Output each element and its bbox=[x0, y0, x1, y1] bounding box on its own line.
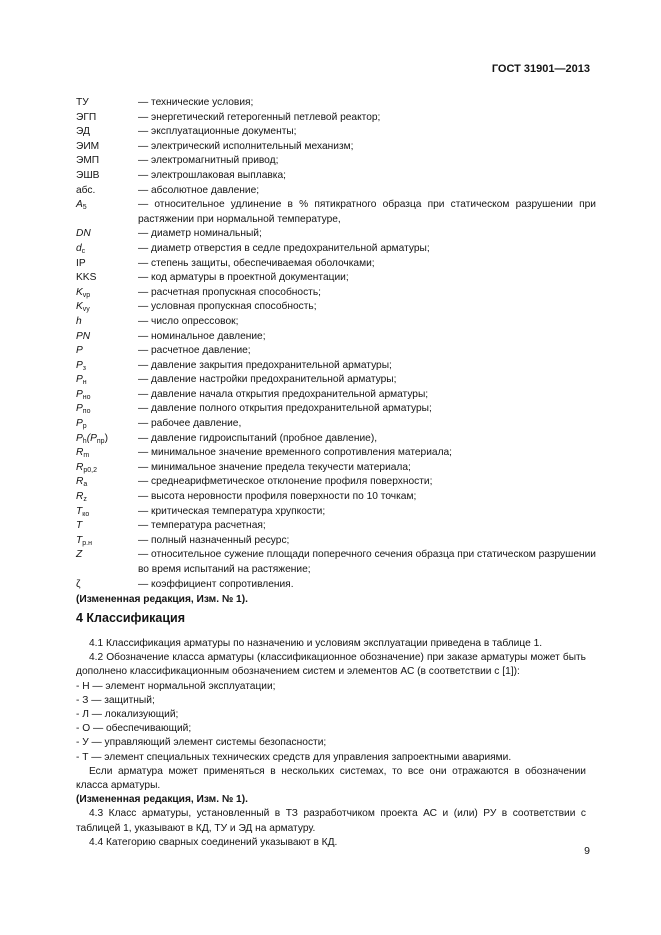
page-number: 9 bbox=[584, 845, 590, 857]
term-subscript: з bbox=[82, 364, 87, 372]
abbreviation-term bbox=[76, 169, 138, 184]
abbreviation-row bbox=[76, 257, 596, 272]
term-subscript: c bbox=[81, 247, 86, 255]
abbreviation-row bbox=[76, 154, 596, 169]
term-symbol: P bbox=[76, 345, 83, 357]
section-title: 4 Классификация bbox=[76, 611, 186, 625]
abbreviation-term bbox=[76, 490, 138, 505]
term-symbol: P bbox=[76, 418, 83, 430]
abbreviation-definition: — минимальное значение предела текучести материала; bbox=[138, 461, 411, 473]
term-symbol: P bbox=[76, 403, 83, 415]
abbreviation-row bbox=[76, 475, 596, 490]
term-symbol: K bbox=[76, 286, 83, 298]
abbreviation-term bbox=[76, 461, 138, 476]
abbreviation-term bbox=[76, 198, 138, 227]
abbreviation-definition: — энергетический гетерогенный петлевой реактор; bbox=[138, 111, 381, 123]
abbreviation-definition: — среднеарифметическое отклонение профиля поверхности; bbox=[138, 476, 433, 488]
paragraph-4-3: 4.3 Класс арматуры, установленный в ТЗ разработчиком проекта АС и (или) РУ в соответствии с таблицей 1, указывают в КД, ТУ и ЭД на арматуру. bbox=[76, 808, 586, 834]
abbreviation-definition: — диаметр номинальный; bbox=[138, 228, 262, 240]
abbreviation-definition: — условная пропускная способность; bbox=[138, 301, 317, 313]
abbreviation-term bbox=[76, 96, 138, 111]
term-extra-end: ) bbox=[104, 432, 108, 444]
abbreviation-definition: — электрошлаковая выплавка; bbox=[138, 169, 286, 181]
term-symbol: ЭШВ bbox=[76, 169, 100, 181]
term-symbol: A bbox=[76, 199, 83, 211]
term-symbol: P bbox=[76, 432, 83, 444]
abbreviation-definition: — диаметр отверстия в седле предохранительной арматуры; bbox=[138, 242, 430, 254]
abbreviation-definition: — коэффициент сопротивления. bbox=[138, 578, 294, 590]
abbreviations-list bbox=[76, 96, 596, 605]
abbreviation-row bbox=[76, 286, 596, 301]
revision-note: (Измененная редакция, Изм. № 1). bbox=[76, 794, 248, 806]
abbreviation-row bbox=[76, 184, 596, 199]
abbreviation-term bbox=[76, 446, 138, 461]
abbreviation-definition: — абсолютное давление; bbox=[138, 184, 260, 196]
abbreviation-row bbox=[76, 227, 596, 242]
abbreviation-definition: — число опрессовок; bbox=[138, 315, 239, 327]
abbreviation-term bbox=[76, 373, 138, 388]
abbreviation-row bbox=[76, 271, 596, 286]
term-symbol: P bbox=[76, 359, 83, 371]
term-symbol: R bbox=[76, 491, 84, 503]
revision-note: (Измененная редакция, Изм. № 1). bbox=[76, 594, 248, 606]
abbreviation-term bbox=[76, 242, 138, 257]
abbreviation-term bbox=[76, 402, 138, 417]
list-item: - Н — элемент нормальной эксплуатации; bbox=[76, 680, 276, 692]
abbreviation-term bbox=[76, 548, 138, 577]
term-symbol: R bbox=[76, 461, 84, 473]
term-subscript: p0,2 bbox=[83, 466, 97, 474]
abbreviation-term bbox=[76, 359, 138, 374]
abbreviation-definition: — давление настройки предохранительной арматуры; bbox=[138, 374, 397, 386]
abbreviation-term bbox=[76, 388, 138, 403]
term-subscript: h bbox=[82, 437, 87, 445]
list-item: - З — защитный; bbox=[76, 694, 155, 706]
paragraph-multiple-systems: Если арматура может применяться в нескольких системах, то все они отражаются в обозначении класса арматуры. bbox=[76, 765, 586, 792]
list-item: - У — управляющий элемент системы безопасности; bbox=[76, 737, 327, 749]
abbreviation-definition: — степень защиты, обеспечиваемая оболочками; bbox=[138, 257, 375, 269]
term-symbol: h bbox=[76, 315, 82, 327]
abbreviation-term bbox=[76, 475, 138, 490]
abbreviation-term bbox=[76, 154, 138, 169]
term-symbol: KKS bbox=[76, 272, 97, 284]
abbreviation-definition: — электромагнитный привод; bbox=[138, 155, 279, 167]
abbreviation-definition: — относительное сужение площади поперечного сечения образца при статическом разрушении во время испытаний на растяжение; bbox=[138, 549, 596, 575]
abbreviation-definition: — технические условия; bbox=[138, 97, 254, 108]
abbreviation-row bbox=[76, 417, 596, 432]
term-symbol: R bbox=[76, 476, 84, 488]
abbreviation-term bbox=[76, 111, 138, 126]
term-subscript: vp bbox=[82, 291, 91, 299]
abbreviation-definition: — давление гидроиспытаний (пробное давление), bbox=[138, 432, 378, 444]
term-subscript: vy bbox=[82, 306, 90, 314]
abbreviation-row bbox=[76, 111, 596, 126]
term-subscript: a bbox=[83, 481, 88, 489]
abbreviation-row bbox=[76, 373, 596, 388]
abbreviation-definition: — полный назначенный ресурс; bbox=[138, 534, 290, 546]
term-symbol: d bbox=[76, 242, 82, 254]
abbreviation-row bbox=[76, 534, 596, 549]
abbreviation-row bbox=[76, 388, 596, 403]
abbreviation-definition: — расчетное давление; bbox=[138, 345, 251, 357]
abbreviation-term bbox=[76, 300, 138, 315]
abbreviation-term bbox=[76, 417, 138, 432]
term-extra-subscript: пр bbox=[96, 437, 105, 445]
abbreviation-row bbox=[76, 242, 596, 257]
term-subscript: р.н bbox=[82, 539, 92, 547]
abbreviation-term bbox=[76, 271, 138, 286]
abbreviation-definition: — давление начала открытия предохранительной арматуры; bbox=[138, 388, 429, 400]
term-symbol: K bbox=[76, 301, 83, 313]
abbreviation-row bbox=[76, 125, 596, 140]
term-subscript: 5 bbox=[82, 204, 87, 212]
abbreviation-term bbox=[76, 534, 138, 549]
term-symbol: IP bbox=[76, 257, 86, 269]
abbreviation-row bbox=[76, 300, 596, 315]
abbreviation-definition: — эксплуатационные документы; bbox=[138, 126, 297, 138]
abbreviation-row bbox=[76, 548, 596, 577]
term-symbol: ЭМП bbox=[76, 155, 100, 167]
section-body bbox=[76, 637, 586, 850]
abbreviation-row bbox=[76, 432, 596, 447]
abbreviation-row bbox=[76, 359, 596, 374]
paragraph-4-1: 4.1 Классификация арматуры по назначению и условиям эксплуатации приведена в таблице 1. bbox=[89, 638, 543, 649]
abbreviation-definition: — критическая температура хрупкости; bbox=[138, 505, 326, 517]
list-item: - Л — локализующий; bbox=[76, 709, 179, 721]
abbreviation-term bbox=[76, 184, 138, 199]
abbreviation-term bbox=[76, 330, 138, 345]
term-symbol: ζ bbox=[76, 578, 81, 590]
abbreviation-row bbox=[76, 519, 596, 534]
term-symbol: P bbox=[76, 388, 83, 400]
abbreviation-row bbox=[76, 490, 596, 505]
abbreviation-row bbox=[76, 96, 596, 111]
abbreviation-definition: — расчетная пропускная способность; bbox=[138, 286, 321, 298]
abbreviation-term bbox=[76, 432, 138, 447]
term-subscript: m bbox=[83, 452, 90, 460]
abbreviation-definition: — минимальное значение временного сопротивления материала; bbox=[138, 447, 453, 459]
term-symbol: T bbox=[76, 505, 83, 517]
term-symbol: абс. bbox=[76, 184, 96, 196]
term-extra: (P bbox=[86, 432, 97, 444]
term-subscript: н bbox=[82, 379, 87, 387]
term-symbol: ЭД bbox=[76, 126, 90, 138]
term-symbol: ТУ bbox=[76, 97, 89, 108]
abbreviation-row bbox=[76, 169, 596, 184]
term-subscript: ко bbox=[82, 510, 90, 518]
abbreviation-term bbox=[76, 286, 138, 301]
abbreviation-definition: — код арматуры в проектной документации; bbox=[138, 272, 349, 284]
abbreviation-term bbox=[76, 140, 138, 155]
abbreviation-definition: — давление полного открытия предохранительной арматуры; bbox=[138, 403, 432, 415]
list-item: - Т — элемент специальных технических средств для управления запроектными авариями. bbox=[76, 751, 512, 763]
abbreviation-definition: — давление закрытия предохранительной арматуры; bbox=[138, 359, 392, 371]
term-subscript: по bbox=[82, 408, 91, 416]
abbreviation-term bbox=[76, 227, 138, 242]
abbreviation-row bbox=[76, 330, 596, 345]
abbreviation-row bbox=[76, 461, 596, 476]
paragraph-4-4: 4.4 Категорию сварных соединений указывают в КД. bbox=[89, 836, 338, 848]
abbreviation-term bbox=[76, 125, 138, 140]
abbreviation-term bbox=[76, 257, 138, 272]
term-symbol: P bbox=[76, 374, 83, 386]
term-symbol: DN bbox=[76, 228, 91, 240]
abbreviation-row bbox=[76, 578, 596, 593]
abbreviation-definition: — номинальное давление; bbox=[138, 330, 266, 342]
term-symbol: R bbox=[76, 447, 84, 459]
abbreviation-term bbox=[76, 505, 138, 520]
abbreviation-definition: — рабочее давление, bbox=[138, 418, 242, 430]
abbreviation-row bbox=[76, 198, 596, 227]
abbreviation-row bbox=[76, 140, 596, 155]
term-symbol: T bbox=[76, 534, 83, 546]
term-subscript: p bbox=[82, 423, 87, 431]
paragraph-4-2: 4.2 Обозначение класса арматуры (классификационное обозначение) при заказе арматуры может быть дополнено классификационным обозначением систем и элементов АС (в соответствии с [1]): bbox=[76, 652, 586, 678]
term-subscript: z bbox=[83, 496, 87, 504]
document-header-standard-code: ГОСТ 31901—2013 bbox=[491, 63, 590, 75]
term-symbol: ЭГП bbox=[76, 111, 97, 123]
abbreviation-row bbox=[76, 402, 596, 417]
abbreviation-definition: — высота неровности профиля поверхности по 10 точкам; bbox=[138, 491, 417, 503]
abbreviation-row bbox=[76, 315, 596, 330]
term-symbol: Z bbox=[76, 549, 83, 561]
abbreviation-row bbox=[76, 505, 596, 520]
abbreviation-definition: — относительное удлинение в % пятикратного образца при статическом разрушении при растяжении при нормальной температуре, bbox=[138, 199, 596, 225]
abbreviation-definition: — температура расчетная; bbox=[138, 520, 266, 532]
abbreviation-definition: — электрический исполнительный механизм; bbox=[138, 140, 354, 152]
abbreviation-term bbox=[76, 315, 138, 330]
term-symbol: T bbox=[76, 520, 83, 532]
abbreviation-row bbox=[76, 446, 596, 461]
term-symbol: ЭИМ bbox=[76, 140, 100, 152]
term-subscript: но bbox=[82, 393, 91, 401]
abbreviation-term bbox=[76, 578, 138, 593]
list-item: - О — обеспечивающий; bbox=[76, 723, 192, 735]
term-symbol: PN bbox=[76, 330, 91, 342]
abbreviation-term bbox=[76, 519, 138, 534]
abbreviation-term bbox=[76, 344, 138, 359]
abbreviation-row bbox=[76, 344, 596, 359]
